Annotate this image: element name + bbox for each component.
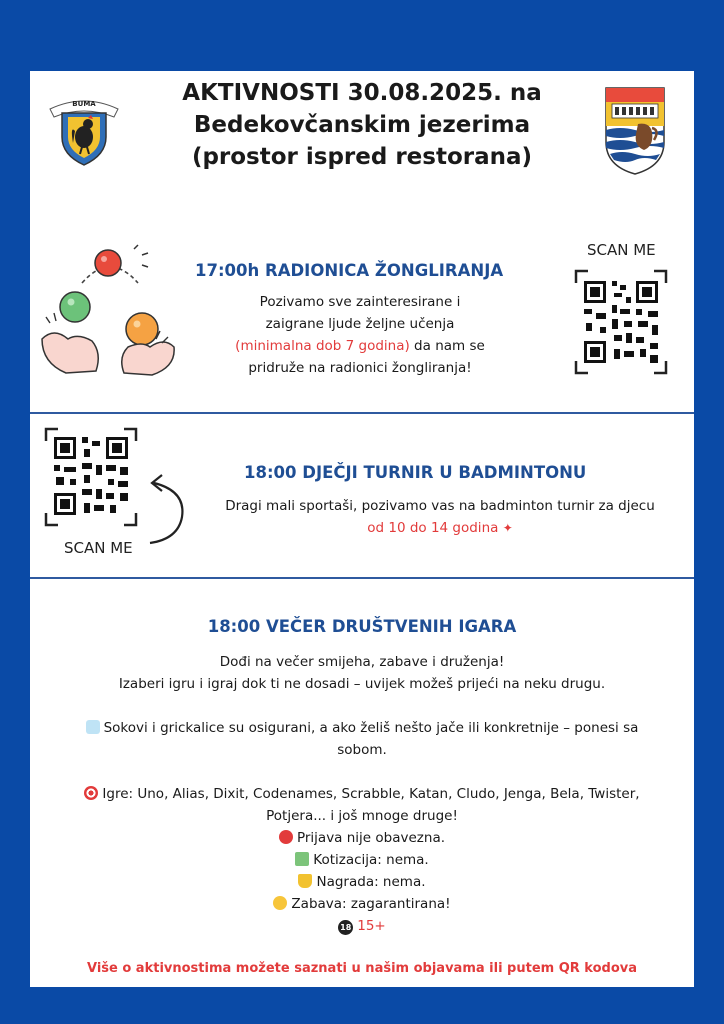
snacks-line-2: sobom. <box>337 742 387 758</box>
qr-code-badminton[interactable] <box>44 427 138 531</box>
juggling-description <box>225 291 495 379</box>
prize-text: Nagrada: nema. <box>316 874 426 890</box>
drink-icon <box>86 720 100 734</box>
games-text: Igre: Uno, Alias, Dixit, Codenames, Scrabble, Katan, Cludo, Jenga, Bela, Twister, <box>102 786 640 802</box>
coat-of-arms-logo <box>604 86 666 180</box>
intro-line-1: Dođi na večer smijeha, zabave i druženja! <box>219 654 505 670</box>
juggling-line-2: zaigrane ljude željne učenja <box>265 316 455 332</box>
juggling-line-1: Pozivamo sve zainteresirane i <box>259 294 461 310</box>
title-line-2: Bedekovčanskim jezerima <box>193 112 531 138</box>
footer-note: Više o aktivnostima možete saznati u našim objavama ili putem QR kodova <box>86 961 638 976</box>
games-line-1 <box>60 783 664 805</box>
juggling-line-3 <box>225 335 495 357</box>
logo-text: BUMA <box>72 100 96 108</box>
fee-text: Kotizacija: nema. <box>313 852 429 868</box>
snacks-line-1 <box>60 717 664 739</box>
juggling-heading: 17:00h RADIONICA ŽONGLIRANJA <box>195 261 504 280</box>
signup-line <box>60 827 664 849</box>
minimum-age-note: (minimalna dob 7 godina) <box>235 338 410 354</box>
fee-line <box>60 849 664 871</box>
money-icon <box>295 852 309 866</box>
fun-text: Zabava: zagarantirana! <box>291 896 451 912</box>
poster <box>30 71 694 987</box>
buma-logo <box>44 87 124 171</box>
age-text: 15+ <box>357 918 386 934</box>
snacks-text: Sokovi i grickalice su osigurani, a ako želiš nešto jače ili konkretnije – ponesi sa <box>103 720 639 736</box>
scan-me-label-1: SCAN ME <box>587 241 656 259</box>
scan-me-label-2: SCAN ME <box>64 539 133 557</box>
juggling-line-4: pridruže na radionici žongliranja! <box>248 360 472 376</box>
badminton-description <box>200 495 680 539</box>
juggling-illustration <box>38 243 178 387</box>
badminton-line-2 <box>200 517 680 539</box>
badminton-line-1: Dragi mali sportaši, pozivamo vas na badminton turnir za djecu <box>225 498 655 514</box>
divider-2 <box>30 577 694 579</box>
signup-text: Prijava nije obavezna. <box>296 830 446 846</box>
board-games-heading: 18:00 VEČER DRUŠTVENIH IGARA <box>207 617 517 636</box>
fun-line <box>60 893 664 915</box>
title-line-3: (prostor ispred restorana) <box>191 144 533 170</box>
age-range-note: od 10 do 14 godina <box>367 520 499 536</box>
curved-arrow-icon <box>140 467 190 551</box>
target-icon <box>84 786 98 800</box>
age-18-icon: 18 <box>338 920 353 935</box>
page-title <box>150 77 574 173</box>
smiley-icon <box>273 896 287 910</box>
qr-code-juggling[interactable] <box>574 269 668 379</box>
trophy-icon <box>298 874 312 888</box>
games-line-2: Potjera... i još mnoge druge! <box>266 808 458 824</box>
age-line <box>60 915 664 937</box>
divider-1 <box>30 412 694 414</box>
party-popper-icon: ✦ <box>502 521 513 535</box>
intro-line-2: Izaberi igru i igraj dok ti ne dosadi – uvijek možeš prijeći na neku drugu. <box>118 676 606 692</box>
title-line-1: AKTIVNOSTI 30.08.2025. na <box>182 80 542 106</box>
juggling-line-3-rest: da nam se <box>409 338 485 354</box>
badminton-heading: 18:00 DJEČJI TURNIR U BADMINTONU <box>244 463 587 482</box>
prize-line <box>60 871 664 893</box>
board-games-description <box>60 651 664 937</box>
pushpin-icon <box>279 830 293 844</box>
